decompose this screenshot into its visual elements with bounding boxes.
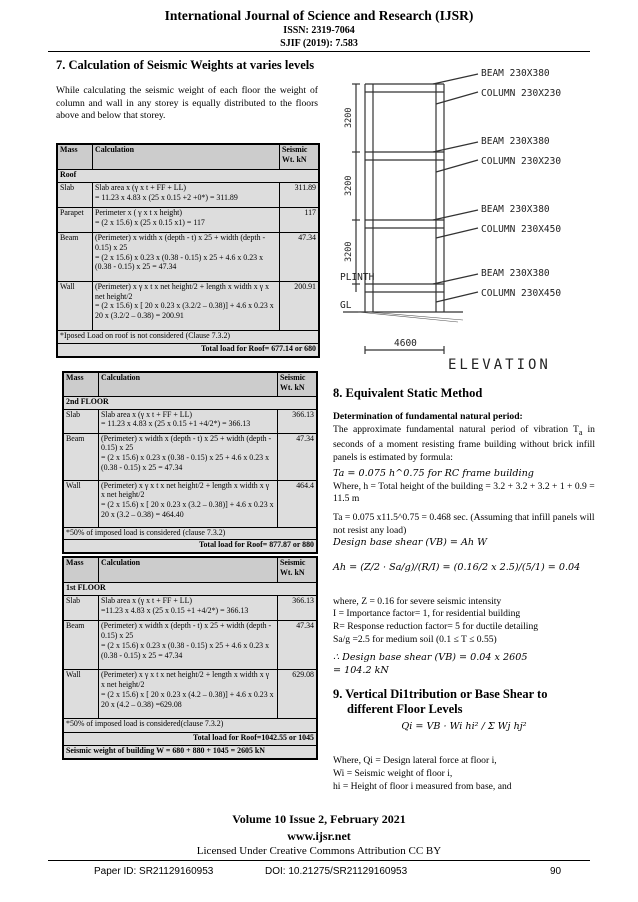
elev-label-3: BEAM 230X380 xyxy=(481,136,550,147)
height-definition: Where, h = Total height of the building = 3.2 + 3.2 + 3.2 + 1 + 0.9 = 11.5 m xyxy=(333,480,595,505)
col-calc: Calculation xyxy=(99,558,278,583)
roof-weight-table xyxy=(56,143,320,358)
journal-title: International Journal of Science and Research (IJSR) xyxy=(164,8,474,23)
footer-paper-id: Paper ID: SR21129160953 xyxy=(94,866,214,877)
period-calc: Ta = 0.075 x11.5^0.75 = 0.468 sec. (Assuming that infill panels will not resist any load) xyxy=(333,512,595,536)
elev-title: ELEVATION xyxy=(448,357,551,373)
table-row xyxy=(64,596,317,621)
elev-label-1: BEAM 230X380 xyxy=(481,68,550,79)
table-row xyxy=(58,208,319,233)
z-definition: where, Z = 0.16 for severe seismic intensity xyxy=(333,595,502,607)
elev-dim-1: 3200 xyxy=(344,107,354,128)
cell-calc: Slab area x (γ x t + FF + LL) = 11.23 x 4.83 x (25 x 0.15 +1 +4/2*) = 366.13 xyxy=(99,409,278,433)
w-definition: Wi = Seismic weight of floor i, xyxy=(333,768,453,779)
cell-calc: (Perimeter) x width x (depth - t) x 25 + width (depth - 0.15) x 25 = (2 x 15.6) x 0.23 x (0.38 - 0.15) x 25 + 4.6 x 0.23 x (0.38 - 0.15) x 25 = 47.34 xyxy=(93,233,280,282)
col-wt: Seismic Wt. kN xyxy=(280,145,319,170)
col-mass: Mass xyxy=(64,558,99,583)
cell-wt: 200.91 xyxy=(280,281,319,330)
cell-mass: Wall xyxy=(58,281,93,330)
cell-mass: Wall xyxy=(64,670,99,719)
second-floor-weight-table xyxy=(62,371,318,554)
cell-wt: 464.4 xyxy=(278,480,317,527)
cell-mass: Slab xyxy=(64,409,99,433)
table-note: *Iposed Load on roof is not considered (Clause 7.3.2) xyxy=(58,330,319,343)
building-weight: Seismic weight of building W = 680 + 880 + 1045 = 2605 kN xyxy=(64,745,317,758)
footer-volume: Volume 10 Issue 2, February 2021 xyxy=(232,812,406,826)
r-definition: R= Response reduction factor= 5 for ductile detailing xyxy=(333,621,539,633)
cell-wt: 629.08 xyxy=(278,670,317,719)
elev-label-6: COLUMN 230X450 xyxy=(481,224,562,235)
footer-url: www.ijsr.net xyxy=(287,829,351,843)
cell-calc: (Perimeter) x γ x t x net height/2 + length x width x γ x net height/2 = (2 x 15.6) x [ 20 x 0.23 x (3.2 – 0.38)] + 4.6 x 0.23 x 20 x (3.2 – 0.38) = 464.40 xyxy=(99,480,278,527)
cell-wt: 117 xyxy=(280,208,319,233)
elevation-drawing xyxy=(338,62,628,374)
section-7-paragraph: While calculating the seismic weight of each floor the weight of column and wall in any storey is equally distributed to the floors above and below that storey. xyxy=(56,85,318,122)
cell-calc: Slab area x (γ x t + FF + LL) =11.23 x 4.83 x (25 x 0.15 +1 +4/2*) = 366.13 xyxy=(99,596,278,621)
table-total: Total load for Roof=1042.55 or 1045 xyxy=(64,732,317,745)
cell-mass: Beam xyxy=(64,433,99,480)
cell-mass: Wall xyxy=(64,480,99,527)
table-row xyxy=(64,480,317,527)
base-shear-result: = 104.2 kN xyxy=(333,664,389,676)
elev-dim-3: 3200 xyxy=(344,241,354,262)
issn: ISSN: 2319-7064 xyxy=(283,25,355,36)
elev-label-2: COLUMN 230X230 xyxy=(481,88,562,99)
cell-mass: Beam xyxy=(58,233,93,282)
table-row xyxy=(58,183,319,208)
table-row xyxy=(64,621,317,670)
cell-calc: (Perimeter) x width x (depth - t) x 25 + width (depth - 0.15) x 25 = (2 x 15.6) x 0.23 x (0.38 - 0.15) x 25 + 4.6 x 0.23 x (0.38 - 0.15) x 25 = 47.34 xyxy=(99,433,278,480)
elev-label-8: COLUMN 230X450 xyxy=(481,288,562,299)
ah-formula: Ah = (Z/2 · Sa/g)/(R/I) = (0.16/2 x 2.5)/(5/1) = 0.04 xyxy=(333,561,581,573)
table-note: *50% of imposed load is considered (clause 7.3.2) xyxy=(64,527,317,540)
col-calc: Calculation xyxy=(99,373,278,397)
col-mass: Mass xyxy=(64,373,99,397)
table-row xyxy=(58,233,319,282)
cell-mass: Slab xyxy=(64,596,99,621)
section-9-heading: 9. Vertical Di1tribution or Base Shear to different Floor Levels xyxy=(333,687,548,717)
elev-width: 4600 xyxy=(394,338,417,349)
footer-license: Licensed Under Creative Commons Attribution CC BY xyxy=(196,845,442,857)
footer-doi: DOI: 10.21275/SR21129160953 xyxy=(265,866,408,877)
period-formula: Ta = 0.075 h^0.75 for RC frame building xyxy=(333,468,534,480)
distribution-formula: Qi = VB · Wi hi² / Σ Wj hj² xyxy=(401,721,527,733)
base-shear-calc: ∴ Design base shear (VB) = 0.04 x 2605 xyxy=(333,652,528,664)
period-paragraph: The approximate fundamental natural period of vibration $T_a$ in seconds of a moment resisting frame building without brick infill panels is estimated by formula: xyxy=(333,423,595,463)
col-calc: Calculation xyxy=(93,145,280,170)
cell-mass: Beam xyxy=(64,621,99,670)
table-total: Total load for Roof= 677.14 or 680 xyxy=(58,343,319,356)
cell-wt: 47.34 xyxy=(278,621,317,670)
table-note: *50% of imposed load is considered(clause 7.3.2) xyxy=(64,719,317,732)
q-definition: Where, Qi = Design lateral force at floor i, xyxy=(333,755,497,767)
section-7-heading: 7. Calculation of Seismic Weights at varies levels xyxy=(56,58,315,72)
sjif: SJIF (2019): 7.583 xyxy=(280,38,358,49)
elev-label-4: COLUMN 230X230 xyxy=(481,156,562,167)
cell-wt: 311.89 xyxy=(280,183,319,208)
footer-page: 90 xyxy=(550,866,562,877)
cell-wt: 366.13 xyxy=(278,596,317,621)
table-section: 1st FLOOR xyxy=(64,583,317,596)
first-floor-weight-table xyxy=(62,556,318,760)
elev-dim-2: 3200 xyxy=(344,175,354,196)
table-row xyxy=(64,670,317,719)
header-rule xyxy=(48,51,590,52)
sa-definition: Sa/g =2.5 for medium soil (0.1 ≤ T ≤ 0.55) xyxy=(333,633,497,645)
cell-mass: Parapet xyxy=(58,208,93,233)
i-definition: I = Importance factor= 1, for residential building xyxy=(333,608,521,620)
table-section: 2nd FLOOR xyxy=(64,397,317,410)
cell-calc: Slab area x (γ x t + FF + LL) = 11.23 x 4.83 x (25 x 0.15 +2 +0*) = 311.89 xyxy=(93,183,280,208)
cell-mass: Slab xyxy=(58,183,93,208)
elev-label-5: BEAM 230X380 xyxy=(481,204,550,215)
elev-label-7: BEAM 230X380 xyxy=(481,268,550,279)
cell-calc: (Perimeter) x γ x t x net height/2 + length x width x γ x net height/2 = (2 x 15.6) x [ 20 x 0.23 x (4.2 – 0.38)] + 4.6 x 0.23 x 20 x (4.2 – 0.38) =629.08 xyxy=(99,670,278,719)
col-wt: Seismic Wt. kN xyxy=(278,558,317,583)
section-8-subheading: Determination of fundamental natural period: xyxy=(333,411,523,422)
footer-rule xyxy=(48,860,590,861)
col-wt: Seismic Wt. kN xyxy=(278,373,317,397)
cell-calc: (Perimeter) x γ x t x net height/2 + length x width x γ x net height/2 = (2 x 15.6) x [ 20 x 0.23 x (3.2/2 – 0.38)] + 4.6 x 0.23 x 20 x (3.2/2 – 0.38) = 200.91 xyxy=(93,281,280,330)
base-shear-formula: Design base shear (VB) = Ah W xyxy=(333,537,487,549)
cell-wt: 47.34 xyxy=(278,433,317,480)
table-row xyxy=(58,281,319,330)
h-definition: hi = Height of floor i measured from base, and xyxy=(333,780,512,792)
col-mass: Mass xyxy=(58,145,93,170)
table-row xyxy=(64,433,317,480)
cell-calc: Perimeter x ( γ x t x height) = (2 x 15.6) x (25 x 0.15 x1) = 117 xyxy=(93,208,280,233)
table-row xyxy=(64,409,317,433)
elev-gl: GL xyxy=(340,300,352,311)
section-8-heading: 8. Equivalent Static Method xyxy=(333,386,483,400)
cell-wt: 366.13 xyxy=(278,409,317,433)
cell-calc: (Perimeter) x width x (depth - t) x 25 + width (depth - 0.15) x 25 = (2 x 15.6) x 0.23 x (0.38 - 0.15) x 25 + 4.6 x 0.23 x (0.38 - 0.15) x 25 = 47.34 xyxy=(99,621,278,670)
elev-plinth: PLINTH xyxy=(340,272,375,283)
table-section: Roof xyxy=(58,170,319,183)
cell-wt: 47.34 xyxy=(280,233,319,282)
table-total: Total load for Roof= 877.87 or 880 xyxy=(64,540,317,553)
